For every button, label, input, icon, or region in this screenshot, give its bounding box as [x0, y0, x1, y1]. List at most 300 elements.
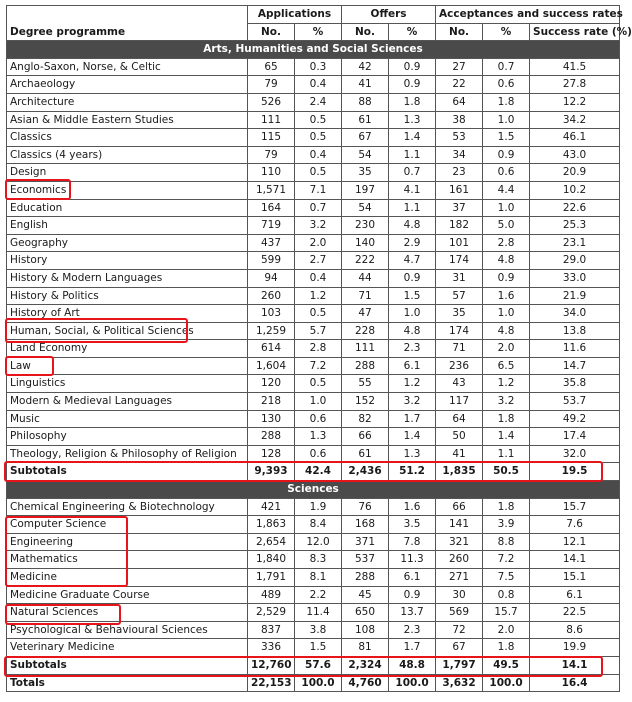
applications-no-cell: 2,529: [248, 604, 295, 622]
acceptances-no-cell: 72: [436, 621, 483, 639]
acceptances-pct-cell: 1.4: [483, 428, 530, 446]
acceptances-no-cell: 66: [436, 498, 483, 516]
applications-pct-cell: 0.4: [295, 146, 342, 164]
offers-no-cell: 371: [342, 533, 389, 551]
acceptances-header: Acceptances and success rates: [436, 6, 620, 24]
section-title: Sciences: [7, 481, 620, 499]
offers-pct-cell: 1.4: [389, 428, 436, 446]
offers-pct-cell: 0.9: [389, 58, 436, 76]
offers-pct-cell: 0.9: [389, 586, 436, 604]
applications-pct-cell: 0.6: [295, 410, 342, 428]
applications-no-cell: 421: [248, 498, 295, 516]
offers-pct-cell: 4.1: [389, 181, 436, 199]
acceptances-no-cell: 57: [436, 287, 483, 305]
success-rate-cell: 12.2: [530, 93, 620, 111]
success-rate-cell: 23.1: [530, 234, 620, 252]
row-architecture: [7, 93, 620, 111]
offers-no-cell: 88: [342, 93, 389, 111]
programme-cell: Asian & Middle Eastern Studies: [7, 111, 248, 129]
col-header: No.: [436, 23, 483, 41]
row-history-and-modern-languages: [7, 269, 620, 287]
row-archaeology: [7, 76, 620, 94]
applications-no-cell: 22,153: [248, 674, 295, 692]
row-design: [7, 164, 620, 182]
row-anglo-saxon-norse-and-celtic: [7, 58, 620, 76]
applications-no-cell: 1,259: [248, 322, 295, 340]
applications-pct-cell: 2.4: [295, 93, 342, 111]
offers-no-cell: 230: [342, 217, 389, 235]
applications-no-cell: 9,393: [248, 463, 295, 481]
applications-no-cell: 260: [248, 287, 295, 305]
acceptances-pct-cell: 2.0: [483, 340, 530, 358]
acceptances-pct-cell: 1.0: [483, 111, 530, 129]
offers-pct-cell: 4.8: [389, 322, 436, 340]
acceptances-no-cell: 236: [436, 357, 483, 375]
offers-pct-cell: 2.3: [389, 340, 436, 358]
programme-cell: Medicine Graduate Course: [7, 586, 248, 604]
row-geography: [7, 234, 620, 252]
success-rate-cell: 14.7: [530, 357, 620, 375]
acceptances-no-cell: 38: [436, 111, 483, 129]
applications-no-cell: 111: [248, 111, 295, 129]
acceptances-pct-cell: 1.8: [483, 93, 530, 111]
success-rate-cell: 7.6: [530, 516, 620, 534]
applications-no-cell: 164: [248, 199, 295, 217]
row-engineering: [7, 533, 620, 551]
offers-pct-cell: 1.1: [389, 199, 436, 217]
row-arts-subtotals: [7, 463, 620, 481]
acceptances-no-cell: 71: [436, 340, 483, 358]
offers-no-cell: 44: [342, 269, 389, 287]
applications-no-cell: 103: [248, 305, 295, 323]
acceptances-no-cell: 101: [436, 234, 483, 252]
programme-cell: Totals: [7, 674, 248, 692]
success-rate-cell: 34.0: [530, 305, 620, 323]
programme-cell: Theology, Religion & Philosophy of Religion: [7, 445, 248, 463]
success-rate-cell: 35.8: [530, 375, 620, 393]
applications-no-cell: 218: [248, 393, 295, 411]
row-land-economy: [7, 340, 620, 358]
acceptances-pct-cell: 4.8: [483, 322, 530, 340]
success-rate-cell: 11.6: [530, 340, 620, 358]
row-human-social-and-political-sciences: [7, 322, 620, 340]
offers-pct-cell: 0.7: [389, 164, 436, 182]
applications-pct-cell: 42.4: [295, 463, 342, 481]
offers-no-cell: 228: [342, 322, 389, 340]
applications-pct-cell: 12.0: [295, 533, 342, 551]
row-modern-and-medieval-languages: [7, 393, 620, 411]
offers-no-cell: 54: [342, 146, 389, 164]
applications-pct-cell: 8.1: [295, 569, 342, 587]
applications-no-cell: 1,840: [248, 551, 295, 569]
row-education: [7, 199, 620, 217]
acceptances-pct-cell: 0.9: [483, 269, 530, 287]
acceptances-no-cell: 321: [436, 533, 483, 551]
offers-no-cell: 71: [342, 287, 389, 305]
acceptances-pct-cell: 1.8: [483, 498, 530, 516]
success-rate-cell: 14.1: [530, 551, 620, 569]
row-english: [7, 217, 620, 235]
programme-cell: Chemical Engineering & Biotechnology: [7, 498, 248, 516]
acceptances-pct-cell: 15.7: [483, 604, 530, 622]
acceptances-pct-cell: 49.5: [483, 656, 530, 674]
row-totals: [7, 674, 620, 692]
programme-cell: Subtotals: [7, 656, 248, 674]
acceptances-no-cell: 67: [436, 639, 483, 657]
applications-pct-cell: 1.5: [295, 639, 342, 657]
acceptances-no-cell: 34: [436, 146, 483, 164]
applications-no-cell: 128: [248, 445, 295, 463]
applications-no-cell: 336: [248, 639, 295, 657]
col-header: No.: [248, 23, 295, 41]
applications-pct-cell: 0.5: [295, 375, 342, 393]
applications-no-cell: 94: [248, 269, 295, 287]
acceptances-pct-cell: 6.5: [483, 357, 530, 375]
offers-no-cell: 54: [342, 199, 389, 217]
acceptances-pct-cell: 7.5: [483, 569, 530, 587]
applications-pct-cell: 2.7: [295, 252, 342, 270]
offers-no-cell: 67: [342, 129, 389, 147]
applications-pct-cell: 1.2: [295, 287, 342, 305]
success-rate-cell: 20.9: [530, 164, 620, 182]
programme-cell: Education: [7, 199, 248, 217]
row-history: [7, 252, 620, 270]
row-history-of-art: [7, 305, 620, 323]
programme-cell: Classics: [7, 129, 248, 147]
offers-pct-cell: 1.8: [389, 93, 436, 111]
offers-no-cell: 61: [342, 445, 389, 463]
offers-pct-cell: 1.4: [389, 129, 436, 147]
applications-pct-cell: 7.2: [295, 357, 342, 375]
acceptances-pct-cell: 5.0: [483, 217, 530, 235]
applications-pct-cell: 11.4: [295, 604, 342, 622]
applications-no-cell: 2,654: [248, 533, 295, 551]
offers-pct-cell: 4.8: [389, 217, 436, 235]
success-rate-cell: 46.1: [530, 129, 620, 147]
programme-cell: Psychological & Behavioural Sciences: [7, 621, 248, 639]
applications-no-cell: 79: [248, 146, 295, 164]
acceptances-pct-cell: 1.6: [483, 287, 530, 305]
programme-cell: History: [7, 252, 248, 270]
success-rate-cell: 49.2: [530, 410, 620, 428]
success-rate-cell: 15.7: [530, 498, 620, 516]
programme-cell: Music: [7, 410, 248, 428]
offers-no-cell: 168: [342, 516, 389, 534]
programme-cell: Philosophy: [7, 428, 248, 446]
applications-pct-cell: 100.0: [295, 674, 342, 692]
col-header: No.: [342, 23, 389, 41]
acceptances-pct-cell: 2.0: [483, 621, 530, 639]
applications-pct-cell: 2.8: [295, 340, 342, 358]
acceptances-no-cell: 37: [436, 199, 483, 217]
offers-no-cell: 2,436: [342, 463, 389, 481]
acceptances-pct-cell: 8.8: [483, 533, 530, 551]
programme-cell: Geography: [7, 234, 248, 252]
programme-cell: Subtotals: [7, 463, 248, 481]
applications-pct-cell: 1.9: [295, 498, 342, 516]
programme-cell: Classics (4 years): [7, 146, 248, 164]
applications-no-cell: 1,863: [248, 516, 295, 534]
acceptances-pct-cell: 3.2: [483, 393, 530, 411]
applications-no-cell: 1,791: [248, 569, 295, 587]
acceptances-no-cell: 35: [436, 305, 483, 323]
acceptances-pct-cell: 0.9: [483, 146, 530, 164]
success-rate-cell: 22.5: [530, 604, 620, 622]
section-sciences: [7, 481, 620, 499]
offers-pct-cell: 3.5: [389, 516, 436, 534]
offers-pct-cell: 0.9: [389, 76, 436, 94]
acceptances-pct-cell: 3.9: [483, 516, 530, 534]
success-rate-cell: 41.5: [530, 58, 620, 76]
acceptances-no-cell: 161: [436, 181, 483, 199]
success-rate-cell: 16.4: [530, 674, 620, 692]
acceptances-pct-cell: 1.2: [483, 375, 530, 393]
col-header: %: [483, 23, 530, 41]
offers-pct-cell: 4.7: [389, 252, 436, 270]
offers-pct-cell: 2.9: [389, 234, 436, 252]
offers-pct-cell: 2.3: [389, 621, 436, 639]
applications-no-cell: 719: [248, 217, 295, 235]
offers-no-cell: 45: [342, 586, 389, 604]
offers-pct-cell: 48.8: [389, 656, 436, 674]
programme-cell: Design: [7, 164, 248, 182]
offers-pct-cell: 1.3: [389, 111, 436, 129]
offers-no-cell: 197: [342, 181, 389, 199]
offers-no-cell: 152: [342, 393, 389, 411]
programme-cell: Architecture: [7, 93, 248, 111]
success-rate-cell: 17.4: [530, 428, 620, 446]
programme-cell: Linguistics: [7, 375, 248, 393]
programme-cell: History of Art: [7, 305, 248, 323]
offers-pct-cell: 100.0: [389, 674, 436, 692]
applications-pct-cell: 57.6: [295, 656, 342, 674]
applications-no-cell: 837: [248, 621, 295, 639]
offers-no-cell: 35: [342, 164, 389, 182]
row-computer-science: [7, 516, 620, 534]
acceptances-pct-cell: 0.6: [483, 164, 530, 182]
acceptances-pct-cell: 7.2: [483, 551, 530, 569]
applications-no-cell: 1,571: [248, 181, 295, 199]
acceptances-no-cell: 23: [436, 164, 483, 182]
success-rate-cell: 29.0: [530, 252, 620, 270]
applications-pct-cell: 0.3: [295, 58, 342, 76]
row-classics: [7, 129, 620, 147]
success-rate-cell: 14.1: [530, 656, 620, 674]
row-veterinary-medicine: [7, 639, 620, 657]
offers-no-cell: 4,760: [342, 674, 389, 692]
applications-no-cell: 115: [248, 129, 295, 147]
offers-pct-cell: 6.1: [389, 569, 436, 587]
applications-no-cell: 1,604: [248, 357, 295, 375]
applications-no-cell: 599: [248, 252, 295, 270]
offers-no-cell: 81: [342, 639, 389, 657]
row-classics-4-years: [7, 146, 620, 164]
offers-pct-cell: 7.8: [389, 533, 436, 551]
acceptances-pct-cell: 1.8: [483, 410, 530, 428]
offers-pct-cell: 1.2: [389, 375, 436, 393]
success-rate-cell: 19.9: [530, 639, 620, 657]
applications-pct-cell: 8.4: [295, 516, 342, 534]
row-economics: [7, 181, 620, 199]
success-rate-cell: 19.5: [530, 463, 620, 481]
acceptances-pct-cell: 50.5: [483, 463, 530, 481]
offers-no-cell: 41: [342, 76, 389, 94]
row-asian-and-middle-eastern-studies: [7, 111, 620, 129]
offers-pct-cell: 1.6: [389, 498, 436, 516]
offers-pct-cell: 6.1: [389, 357, 436, 375]
applications-pct-cell: 1.3: [295, 428, 342, 446]
programme-cell: Computer Science: [7, 516, 248, 534]
offers-no-cell: 47: [342, 305, 389, 323]
acceptances-no-cell: 64: [436, 93, 483, 111]
applications-no-cell: 79: [248, 76, 295, 94]
acceptances-no-cell: 141: [436, 516, 483, 534]
acceptances-pct-cell: 4.4: [483, 181, 530, 199]
programme-cell: Land Economy: [7, 340, 248, 358]
acceptances-pct-cell: 100.0: [483, 674, 530, 692]
programme-cell: Economics: [7, 181, 248, 199]
acceptances-pct-cell: 0.6: [483, 76, 530, 94]
offers-no-cell: 140: [342, 234, 389, 252]
row-medicine-graduate-course: [7, 586, 620, 604]
acceptances-no-cell: 271: [436, 569, 483, 587]
applications-pct-cell: 0.6: [295, 445, 342, 463]
acceptances-no-cell: 1,797: [436, 656, 483, 674]
offers-pct-cell: 3.2: [389, 393, 436, 411]
success-rate-cell: 53.7: [530, 393, 620, 411]
success-rate-cell: 13.8: [530, 322, 620, 340]
applications-no-cell: 110: [248, 164, 295, 182]
programme-cell: Modern & Medieval Languages: [7, 393, 248, 411]
applications-pct-cell: 2.0: [295, 234, 342, 252]
applications-pct-cell: 3.2: [295, 217, 342, 235]
row-natural-sciences: [7, 604, 620, 622]
acceptances-no-cell: 569: [436, 604, 483, 622]
offers-no-cell: 108: [342, 621, 389, 639]
offers-no-cell: 76: [342, 498, 389, 516]
applications-header: Applications: [248, 6, 342, 24]
applications-pct-cell: 5.7: [295, 322, 342, 340]
applications-pct-cell: 3.8: [295, 621, 342, 639]
acceptances-no-cell: 182: [436, 217, 483, 235]
acceptances-no-cell: 41: [436, 445, 483, 463]
acceptances-no-cell: 3,632: [436, 674, 483, 692]
row-chemical-engineering-and-biotechnology: [7, 498, 620, 516]
acceptances-no-cell: 260: [436, 551, 483, 569]
col-header: Success rate (%): [530, 23, 620, 41]
success-rate-cell: 12.1: [530, 533, 620, 551]
acceptances-no-cell: 30: [436, 586, 483, 604]
offers-no-cell: 222: [342, 252, 389, 270]
programme-cell: Natural Sciences: [7, 604, 248, 622]
row-sciences-subtotals: [7, 656, 620, 674]
success-rate-cell: 22.6: [530, 199, 620, 217]
applications-pct-cell: 8.3: [295, 551, 342, 569]
programme-cell: History & Modern Languages: [7, 269, 248, 287]
offers-no-cell: 111: [342, 340, 389, 358]
acceptances-pct-cell: 1.0: [483, 305, 530, 323]
success-rate-cell: 25.3: [530, 217, 620, 235]
offers-no-cell: 288: [342, 357, 389, 375]
applications-no-cell: 288: [248, 428, 295, 446]
programme-cell: English: [7, 217, 248, 235]
acceptances-no-cell: 43: [436, 375, 483, 393]
programme-cell: Anglo-Saxon, Norse, & Celtic: [7, 58, 248, 76]
acceptances-no-cell: 174: [436, 252, 483, 270]
col-header: %: [389, 23, 436, 41]
offers-pct-cell: 1.1: [389, 146, 436, 164]
row-psychological-and-behavioural-sciences: [7, 621, 620, 639]
applications-pct-cell: 7.1: [295, 181, 342, 199]
acceptances-pct-cell: 0.7: [483, 58, 530, 76]
acceptances-pct-cell: 1.1: [483, 445, 530, 463]
offers-no-cell: 61: [342, 111, 389, 129]
applications-no-cell: 120: [248, 375, 295, 393]
applications-pct-cell: 0.5: [295, 129, 342, 147]
applications-pct-cell: 0.4: [295, 269, 342, 287]
success-rate-cell: 43.0: [530, 146, 620, 164]
offers-no-cell: 650: [342, 604, 389, 622]
acceptances-pct-cell: 2.8: [483, 234, 530, 252]
applications-no-cell: 489: [248, 586, 295, 604]
offers-no-cell: 42: [342, 58, 389, 76]
programme-cell: Law: [7, 357, 248, 375]
success-rate-cell: 33.0: [530, 269, 620, 287]
offers-no-cell: 55: [342, 375, 389, 393]
acceptances-no-cell: 22: [436, 76, 483, 94]
programme-cell: Human, Social, & Political Sciences: [7, 322, 248, 340]
success-rate-cell: 27.8: [530, 76, 620, 94]
acceptances-pct-cell: 1.8: [483, 639, 530, 657]
col-header: %: [295, 23, 342, 41]
acceptances-no-cell: 174: [436, 322, 483, 340]
applications-pct-cell: 0.5: [295, 305, 342, 323]
row-philosophy: [7, 428, 620, 446]
success-rate-cell: 6.1: [530, 586, 620, 604]
acceptances-no-cell: 27: [436, 58, 483, 76]
offers-pct-cell: 1.7: [389, 639, 436, 657]
acceptances-no-cell: 117: [436, 393, 483, 411]
offers-pct-cell: 11.3: [389, 551, 436, 569]
offers-pct-cell: 1.5: [389, 287, 436, 305]
offers-no-cell: 66: [342, 428, 389, 446]
success-rate-cell: 15.1: [530, 569, 620, 587]
success-rate-cell: 32.0: [530, 445, 620, 463]
row-history-and-politics: [7, 287, 620, 305]
acceptances-pct-cell: 1.0: [483, 199, 530, 217]
row-law: [7, 357, 620, 375]
row-mathematics: [7, 551, 620, 569]
applications-pct-cell: 0.5: [295, 164, 342, 182]
programme-cell: Medicine: [7, 569, 248, 587]
acceptances-no-cell: 31: [436, 269, 483, 287]
programme-cell: Archaeology: [7, 76, 248, 94]
offers-no-cell: 82: [342, 410, 389, 428]
programme-cell: Engineering: [7, 533, 248, 551]
admissions-table: [6, 5, 632, 692]
applications-no-cell: 614: [248, 340, 295, 358]
acceptances-pct-cell: 1.5: [483, 129, 530, 147]
offers-pct-cell: 0.9: [389, 269, 436, 287]
applications-no-cell: 12,760: [248, 656, 295, 674]
degree-header: Degree programme: [7, 6, 248, 41]
applications-no-cell: 130: [248, 410, 295, 428]
offers-no-cell: 288: [342, 569, 389, 587]
programme-cell: Mathematics: [7, 551, 248, 569]
header-row-top: [7, 6, 620, 24]
success-rate-cell: 34.2: [530, 111, 620, 129]
applications-pct-cell: 0.4: [295, 76, 342, 94]
